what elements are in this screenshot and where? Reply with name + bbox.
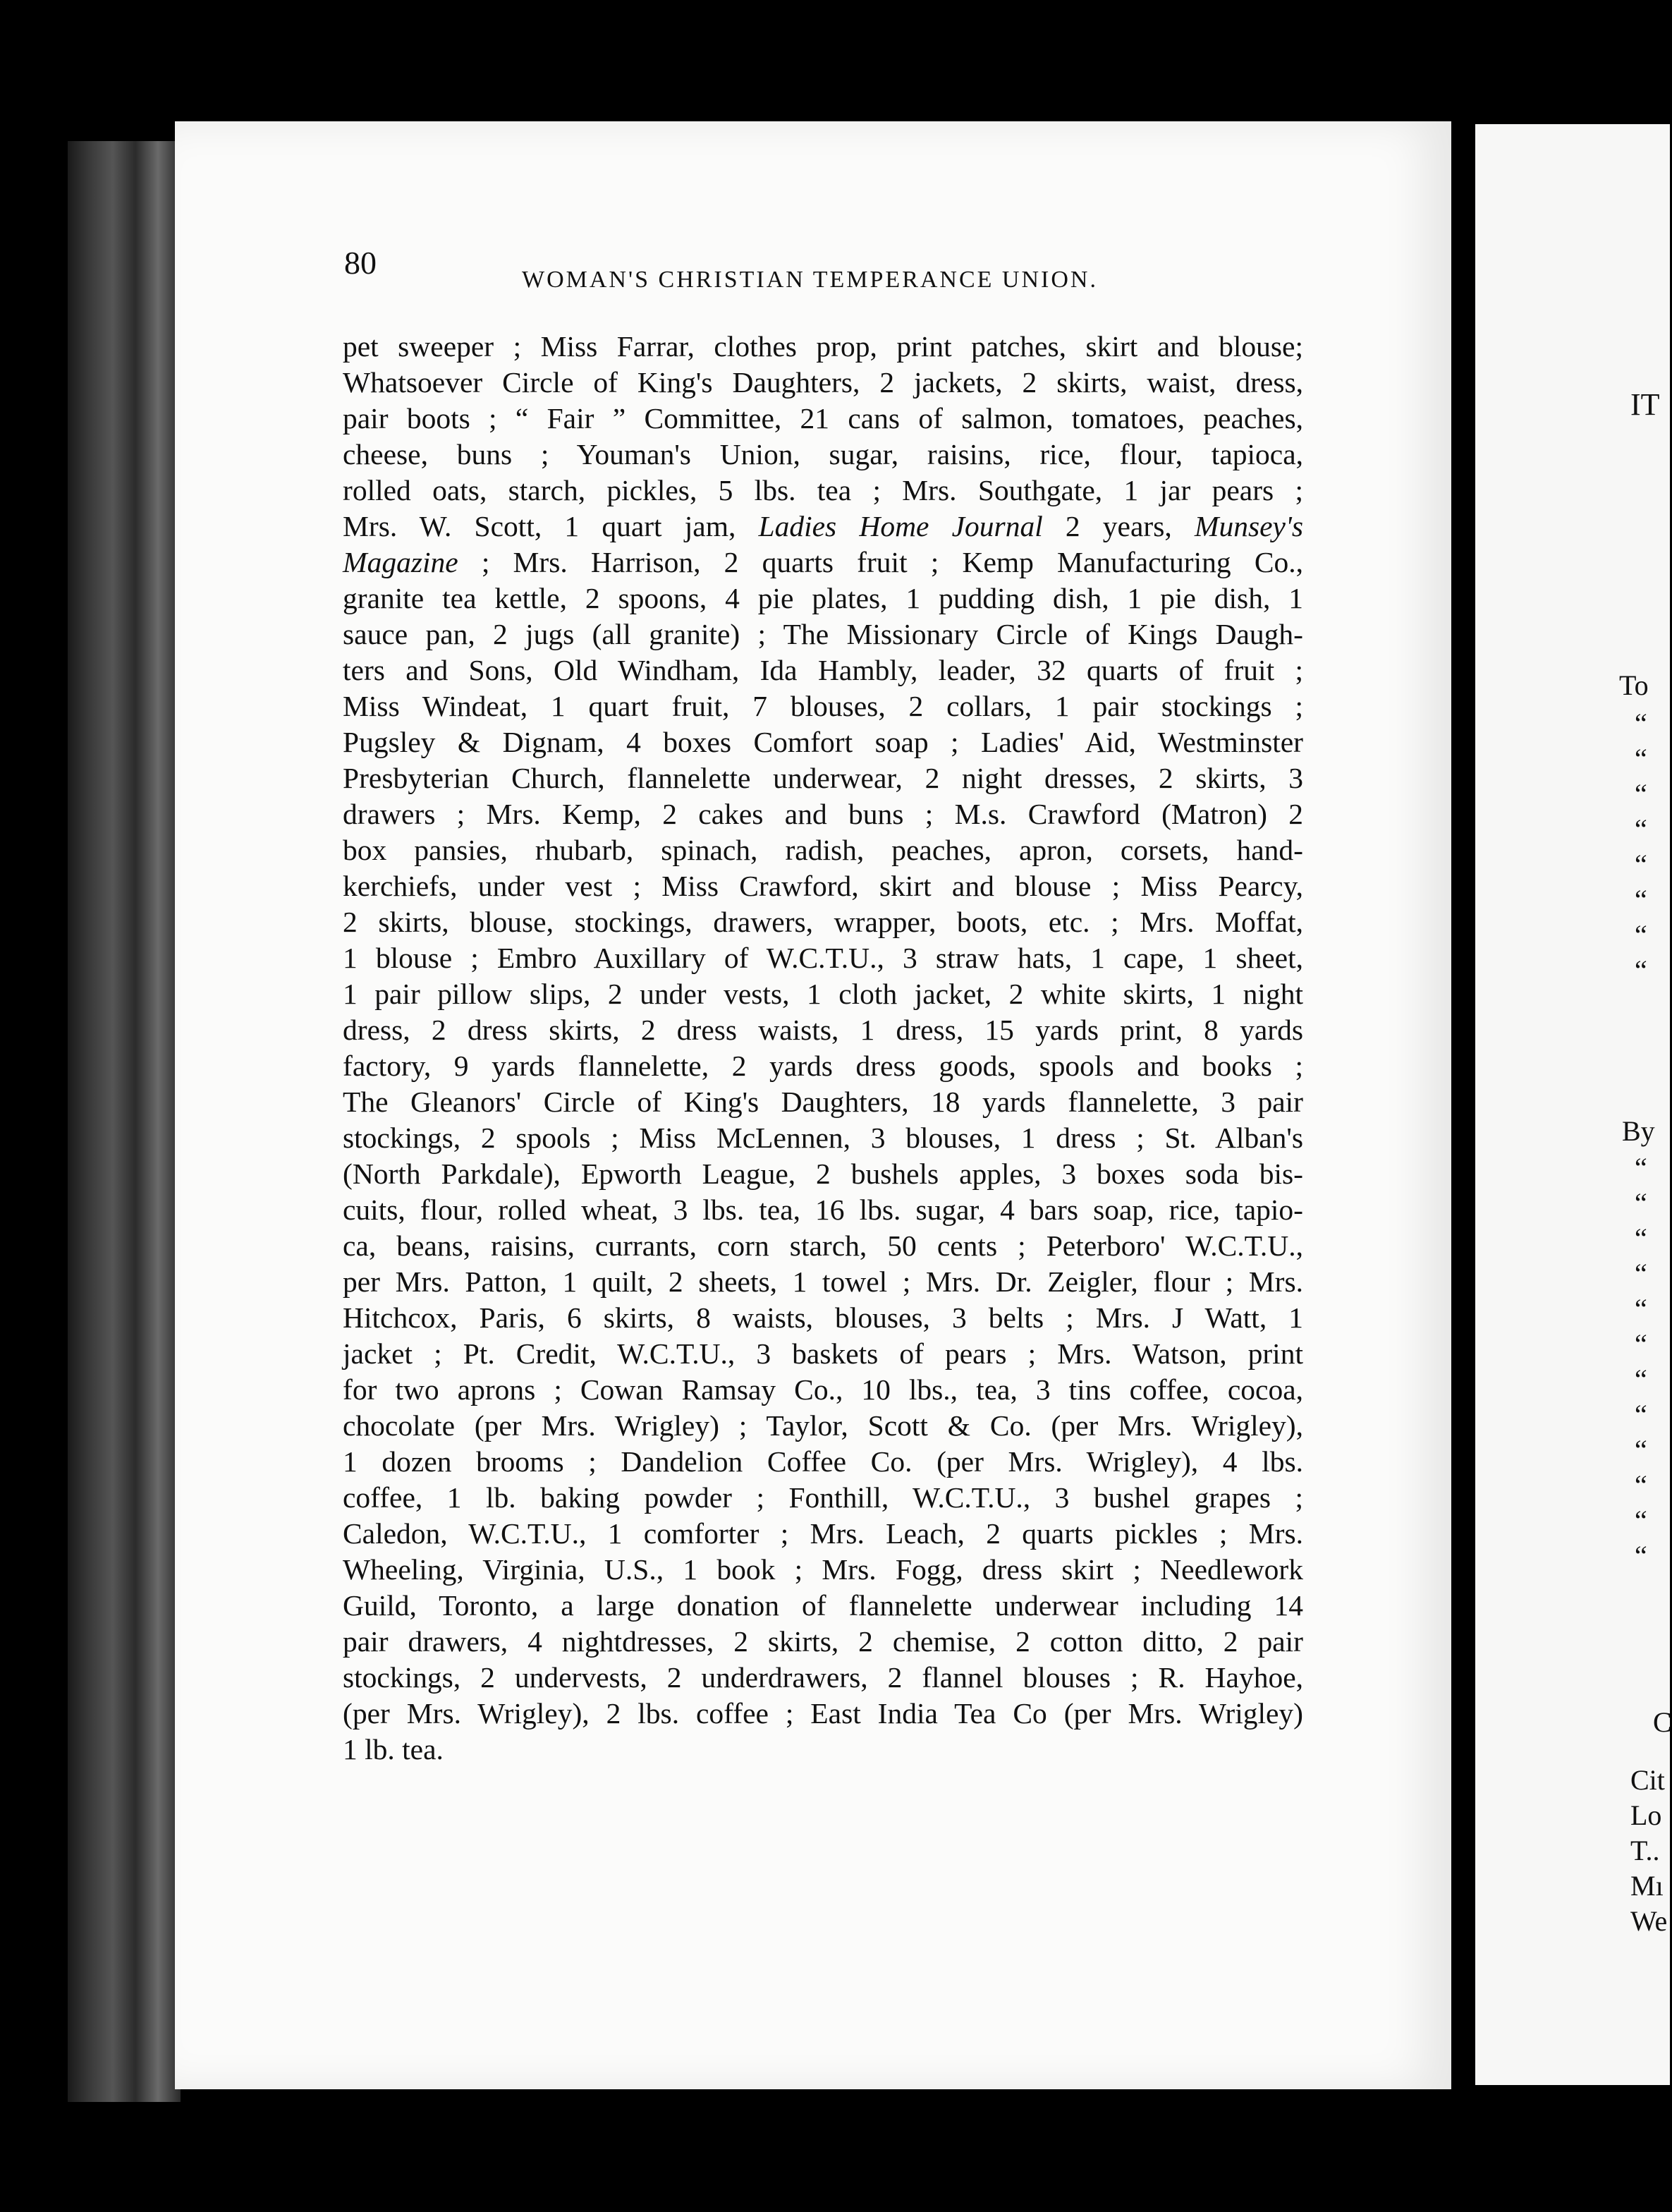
right-page-fragment: “ (1635, 1434, 1647, 1466)
running-head: WOMAN'S CHRISTIAN TEMPERANCE UNION. (522, 267, 1098, 293)
right-page-fragment: Cit (1630, 1764, 1665, 1796)
text-line: cuits, flour, rolled wheat, 3 lbs. tea, 16 lbs. sugar, 4 bars soap, rice, tapio- (343, 1193, 1303, 1226)
text-line: 1 dozen brooms ; Dandelion Coffee Co. (per Mrs. Wrigley), 4 lbs. (343, 1445, 1303, 1478)
text-line: drawers ; Mrs. Kemp, 2 cakes and buns ; M.s. Crawford (Matron) 2 (343, 798, 1303, 830)
text-line: pair boots ; “ Fair ” Committee, 21 cans of salmon, tomatoes, peaches, (343, 402, 1303, 435)
right-page-fragment: “ (1635, 778, 1647, 810)
right-page-fragment: “ (1635, 1399, 1647, 1430)
text-line: pair drawers, 4 nightdresses, 2 skirts, 2 chemise, 2 cotton ditto, 2 pair (343, 1625, 1303, 1658)
text-line: coffee, 1 lb. baking powder ; Fonthill, W.C.T.U., 3 bushel grapes ; (343, 1481, 1303, 1514)
text-line: The Gleanors' Circle of King's Daughters, 18 yards flannelette, 3 pair (343, 1086, 1303, 1118)
right-page-fragment: T.. (1630, 1835, 1660, 1866)
right-page-fragment: By (1622, 1115, 1655, 1147)
right-page-fragment: To (1619, 669, 1649, 701)
right-page-fragment: “ (1635, 954, 1647, 986)
text-line: box pansies, rhubarb, spinach, radish, peaches, apron, corsets, hand- (343, 834, 1303, 866)
line-roman: 2 years, (1042, 510, 1195, 542)
text-line: for two aprons ; Cowan Ramsay Co., 10 lbs., tea, 3 tins coffee, cocoa, (343, 1373, 1303, 1406)
right-page-fragment: “ (1635, 1363, 1647, 1395)
text-line: Guild, Toronto, a large donation of flannelette underwear including 14 (343, 1589, 1303, 1622)
text-line: granite tea kettle, 2 spoons, 4 pie plates, 1 pudding dish, 1 pie dish, 1 (343, 582, 1303, 614)
right-page-fragment: “ (1635, 1505, 1647, 1536)
text-line: per Mrs. Patton, 1 quilt, 2 sheets, 1 towel ; Mrs. Dr. Zeigler, flour ; Mrs. (343, 1265, 1303, 1298)
right-page-fragment: “ (1635, 1187, 1647, 1219)
text-line: pet sweeper ; Miss Farrar, clothes prop, print patches, skirt and blouse; (343, 330, 1303, 363)
line-roman: Mrs. W. Scott, 1 quart jam, (343, 510, 759, 542)
text-line: stockings, 2 undervests, 2 underdrawers, 2 flannel blouses ; R. Hayhoe, (343, 1661, 1303, 1694)
book-page-edges (68, 141, 181, 2102)
right-page-fragment: Lo (1630, 1799, 1662, 1831)
line-roman: ; Mrs. Harrison, 2 quarts fruit ; Kemp Manufacturing Co., (458, 546, 1303, 578)
right-page-fragment: “ (1635, 813, 1647, 845)
text-line: Wheeling, Virginia, U.S., 1 book ; Mrs. Fogg, dress skirt ; Needlework (343, 1553, 1303, 1586)
text-line: stockings, 2 spools ; Miss McLennen, 3 blouses, 1 dress ; St. Alban's (343, 1122, 1303, 1154)
text-line: (North Parkdale), Epworth League, 2 bushels apples, 3 boxes soda bis- (343, 1157, 1303, 1190)
right-page-fragment: We (1630, 1905, 1668, 1937)
journal-title: Ladies Home Journal (758, 510, 1043, 542)
text-line: jacket ; Pt. Credit, W.C.T.U., 3 baskets of pears ; Mrs. Watson, print (343, 1337, 1303, 1370)
magazine-title: Munsey's (1194, 510, 1303, 542)
text-line: sauce pan, 2 jugs (all granite) ; The Missionary Circle of Kings Daugh- (343, 618, 1303, 650)
text-line: factory, 9 yards flannelette, 2 yards dress goods, spools and books ; (343, 1050, 1303, 1082)
right-page-fragment: IT (1630, 387, 1660, 422)
text-line: chocolate (per Mrs. Wrigley) ; Taylor, Scott & Co. (per Mrs. Wrigley), (343, 1409, 1303, 1442)
text-line: rolled oats, starch, pickles, 5 lbs. tea ; Mrs. Southgate, 1 jar pears ; (343, 474, 1303, 506)
right-page-fragment: “ (1635, 743, 1647, 774)
right-page-fragment: “ (1635, 1540, 1647, 1572)
right-page-fragment: “ (1635, 1222, 1647, 1254)
right-page-fragment: “ (1635, 884, 1647, 916)
right-page-fragment: Mı (1630, 1870, 1664, 1902)
text-line: Hitchcox, Paris, 6 skirts, 8 waists, blouses, 3 belts ; Mrs. J Watt, 1 (343, 1301, 1303, 1334)
right-page-fragment: “ (1635, 1328, 1647, 1360)
text-line: ters and Sons, Old Windham, Ida Hambly, leader, 32 quarts of fruit ; (343, 654, 1303, 686)
text-line: Pugsley & Dignam, 4 boxes Comfort soap ; Ladies' Aid, Westminster (343, 726, 1303, 758)
text-line: kerchiefs, under vest ; Miss Crawford, skirt and blouse ; Miss Pearcy, (343, 870, 1303, 902)
text-line: 1 lb. tea. (343, 1733, 444, 1766)
right-page-fragment: “ (1635, 1293, 1647, 1325)
text-line: Caledon, W.C.T.U., 1 comforter ; Mrs. Leach, 2 quarts pickles ; Mrs. (343, 1517, 1303, 1550)
text-line: 2 skirts, blouse, stockings, drawers, wrapper, boots, etc. ; Mrs. Moffat, (343, 906, 1303, 938)
book-gutter (1451, 120, 1475, 2095)
right-page-fragment: “ (1635, 1469, 1647, 1501)
body-text (343, 329, 1303, 1768)
text-line: Presbyterian Church, flannelette underwear, 2 night dresses, 2 skirts, 3 (343, 762, 1303, 794)
right-page-fragment: “ (1635, 919, 1647, 951)
magazine-title: Magazine (343, 546, 458, 578)
text-line: Whatsoever Circle of King's Daughters, 2 jackets, 2 skirts, waist, dress, (343, 366, 1303, 399)
text-line: dress, 2 dress skirts, 2 dress waists, 1 dress, 15 yards print, 8 yards (343, 1014, 1303, 1046)
right-page-fragment: “ (1635, 707, 1647, 739)
text-line: cheese, buns ; Youman's Union, sugar, raisins, rice, flour, tapioca, (343, 438, 1303, 470)
text-line: ca, beans, raisins, currants, corn starch, 50 cents ; Peterboro' W.C.T.U., (343, 1229, 1303, 1262)
text-line: 1 blouse ; Embro Auxillary of W.C.T.U., 3 straw hats, 1 cape, 1 sheet, (343, 942, 1303, 974)
right-page-fragment: C (1653, 1706, 1672, 1738)
right-page-fragment: “ (1635, 1152, 1647, 1184)
right-page-fragment: “ (1635, 1258, 1647, 1289)
text-line: 1 pair pillow slips, 2 under vests, 1 cloth jacket, 2 white skirts, 1 night (343, 978, 1303, 1010)
text-line (343, 545, 1303, 581)
page-number: 80 (344, 245, 377, 281)
right-page-fragment: “ (1635, 849, 1647, 880)
text-line: (per Mrs. Wrigley), 2 lbs. coffee ; East India Tea Co (per Mrs. Wrigley) (343, 1697, 1303, 1730)
text-line: Miss Windeat, 1 quart fruit, 7 blouses, 2 collars, 1 pair stockings ; (343, 690, 1303, 722)
text-line (343, 509, 1303, 545)
